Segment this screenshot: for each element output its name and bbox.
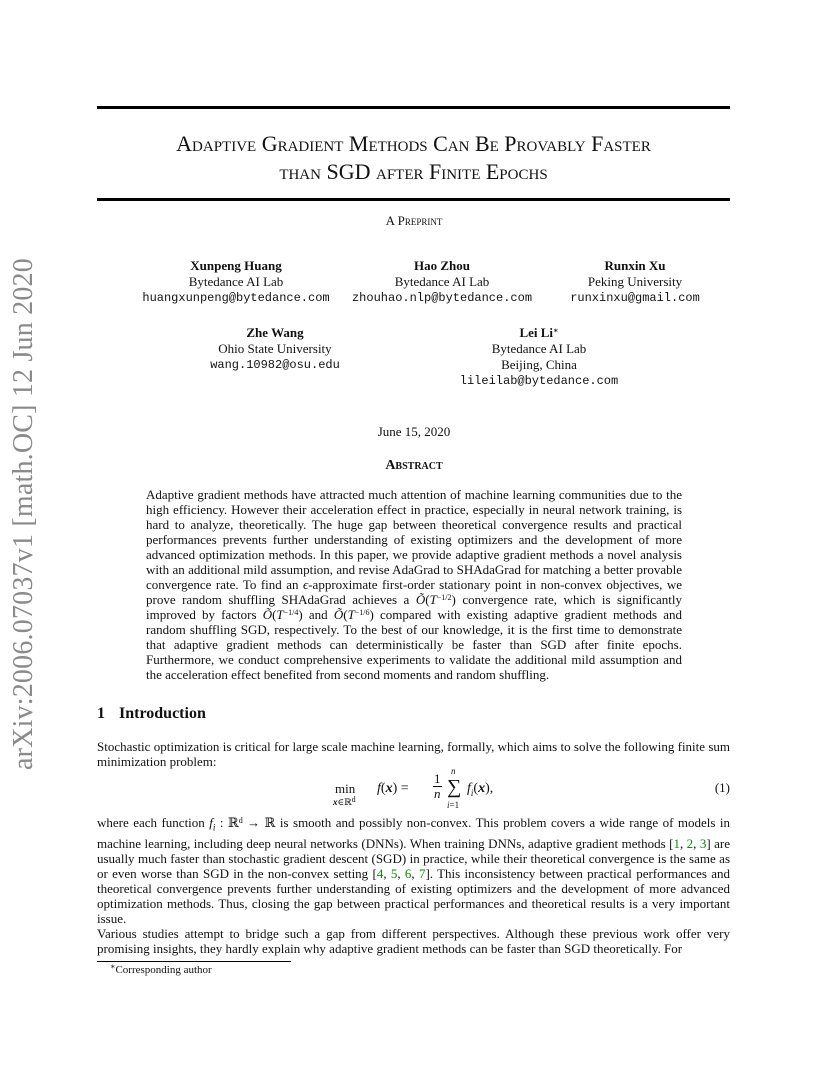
author-affiliation: Ohio State University xyxy=(218,341,332,356)
equation-number: (1) xyxy=(714,780,730,795)
author-block xyxy=(424,325,654,389)
author-block xyxy=(121,258,351,306)
equation-body: min x∈ℝ$^d$ f(x) = $\frac{1}{n}$ n ∑ i=1 $f_i(x)$, xyxy=(333,766,494,810)
author-name: Hao Zhou xyxy=(414,258,470,273)
author-location: Beijing, China xyxy=(501,357,577,372)
footnote-marker: ∗ xyxy=(110,962,116,971)
paragraph: Various studies attempt to bridge such a gap from different perspectives. Although these previous work offer very promising insights, they hardly explain why adaptive gradient methods can be faster than SGD theoretically. For xyxy=(97,926,730,956)
section-number: 1 xyxy=(97,705,105,722)
author-email[interactable]: runxinxu@gmail.com xyxy=(570,291,700,305)
title-rule-bottom xyxy=(97,198,730,201)
abstract-text: Adaptive gradient methods have attracted much attention of machine learning communities due to the high efficiency. However their acceleration effect in practice, especially in neural network training, is hard to analyze, theoretically. The huge gap between theoretical convergence results and practical performances prevents further understanding of existing optimizers and the development of more advanced optimization methods. In this paper, we provide adaptive gradient methods a novel analysis with an additional mild assumption, and revise AdaGrad to SHAdaGrad for matching a better provable convergence rate. To find an ϵ-approximate first-order stationary point in non-convex objectives, we prove random shuffling SHAdaGrad achieves a $Õ(T^{-1/2})$ convergence rate, which is significantly improved by factors $Õ(T^{-1/4})$ and $Õ(T^{-1/6})$ compared with existing adaptive gradient methods and random shuffling SGD, respectively. To the best of our knowledge, it is the first time to demonstrate that adaptive gradient methods can deterministically be faster than SGD after finite epochs. Furthermore, we conduct comprehensive experiments to validate the additional mild assumption and the acceleration effect benefited from second moments and random shuffling. xyxy=(146,487,682,682)
text-run: ]. This inconsistency between practical performances and theoretical convergence prevents further understanding of existing optimizers and the development of more advanced optimization methods. Thus, closing the gap between practical performances and theoretical results is a very important issue. xyxy=(97,865,730,926)
author-name: Runxin Xu xyxy=(604,258,666,273)
footnote-marker: ∗ xyxy=(553,326,559,335)
author-email[interactable]: lileilab@bytedance.com xyxy=(459,374,619,388)
title-line-1: Adaptive Gradient Methods Can Be Provably Faster xyxy=(176,131,651,156)
citation-link[interactable]: 1 xyxy=(673,835,680,851)
text-run: is smooth and possibly non-convex. This problem covers a wide range of models in machine learning, including deep neural networks (DNNs). When training DNNs, adaptive gradient methods [ xyxy=(97,815,730,851)
author-affiliation: Bytedance AI Lab xyxy=(491,341,587,356)
section-title: Introduction xyxy=(119,705,206,722)
text-run: ] are usually much faster than stochastic gradient descent (SGD) in practice, while their theoretical convergence is the same as or even worse than SGD in the non-convex setting [ xyxy=(97,835,731,881)
author-name: Xunpeng Huang xyxy=(190,258,282,273)
citation-link[interactable]: 2 xyxy=(686,835,694,851)
title-rule-top xyxy=(97,106,730,109)
footnote-text: Corresponding author xyxy=(115,964,212,976)
author-name: Lei Li xyxy=(519,325,554,340)
paragraph: Stochastic optimization is critical for large scale machine learning, formally, which aims to solve the following finite sum minimization problem: xyxy=(97,739,730,769)
author-email[interactable]: zhouhao.nlp@bytedance.com xyxy=(351,291,533,305)
abstract-heading: Abstract xyxy=(385,458,443,473)
author-email[interactable]: huangxunpeng@bytedance.com xyxy=(142,291,330,305)
text-run: where each function xyxy=(97,815,210,830)
author-block xyxy=(520,258,750,306)
citation-link[interactable]: 7 xyxy=(418,865,426,881)
citation-link[interactable]: 5 xyxy=(390,865,398,881)
author-name: Zhe Wang xyxy=(246,325,304,340)
author-affiliation: Bytedance AI Lab xyxy=(188,274,284,289)
author-affiliation: Bytedance AI Lab xyxy=(394,274,490,289)
paper-title xyxy=(97,130,730,186)
equation xyxy=(97,767,730,813)
abstract-part: convergence rate, which is significantly improved by factors xyxy=(146,592,682,622)
author-affiliation: Peking University xyxy=(587,274,683,289)
abstract-part: -approximate first-order stationary point in non-convex objectives, we prove random shuffling SHAdaGrad achieves a xyxy=(146,577,682,607)
title-line-2: than SGD after Finite Epochs xyxy=(279,159,548,184)
author-email[interactable]: wang.10982@osu.edu xyxy=(210,358,340,372)
preprint-label: A Preprint xyxy=(385,213,443,228)
citation-link[interactable]: 6 xyxy=(404,865,412,881)
paper-date: June 15, 2020 xyxy=(377,424,451,439)
abstract-part: compared with existing adaptive gradient methods and random shuffling SGD, respectively. To the best of our knowledge, it is the first time to demonstrate that adaptive gradient methods can deterministically be faster than SGD after finite epochs. Furthermore, we conduct comprehensive experiments to validate the additional mild assumption and the acceleration effect benefited from second moments and random shuffling. xyxy=(146,607,682,682)
author-name-line xyxy=(424,325,654,341)
footnote xyxy=(110,964,212,976)
footnote-rule xyxy=(97,961,291,962)
abstract-part: and xyxy=(302,607,334,622)
abstract-part: Adaptive gradient methods have attracted much attention of machine learning communities due to the high efficiency. However their acceleration effect in practice, especially in neural network training, is hard to analyze, theoretically. The huge gap between theoretical convergence results and practical performances prevents further understanding of existing optimizers and the development of more advanced optimization methods. In this paper, we provide adaptive gradient methods a novel analysis with an additional mild assumption, and revise AdaGrad to SHAdaGrad for matching a better provable convergence rate. To find an xyxy=(146,487,682,592)
citation-link[interactable]: 3 xyxy=(699,835,707,851)
citation-link[interactable]: 4 xyxy=(376,865,384,881)
paragraph: where each function $f_i$ : ℝ$^d$ → ℝ is smooth and possibly non-convex. This problem covers a wide range of models in machine learning, including deep neural networks (DNNs). When training DNNs, adaptive gradient methods [1, 2, 3] are usually much faster than stochastic gradient descent (SGD) in practice, while their theoretical convergence is the same as or even worse than SGD in the non-convex setting [4, 5, 6, 7]. This inconsistency between practical performances and theoretical convergence prevents further understanding of existing optimizers and the development of more advanced optimization methods. Thus, closing the gap between practical performances and theoretical results is a very important issue. xyxy=(97,815,731,926)
author-block xyxy=(160,325,390,373)
arxiv-stamp: arXiv:2006.07037v1 [math.OC] 12 Jun 2020 xyxy=(8,258,39,770)
section-heading xyxy=(97,705,206,723)
